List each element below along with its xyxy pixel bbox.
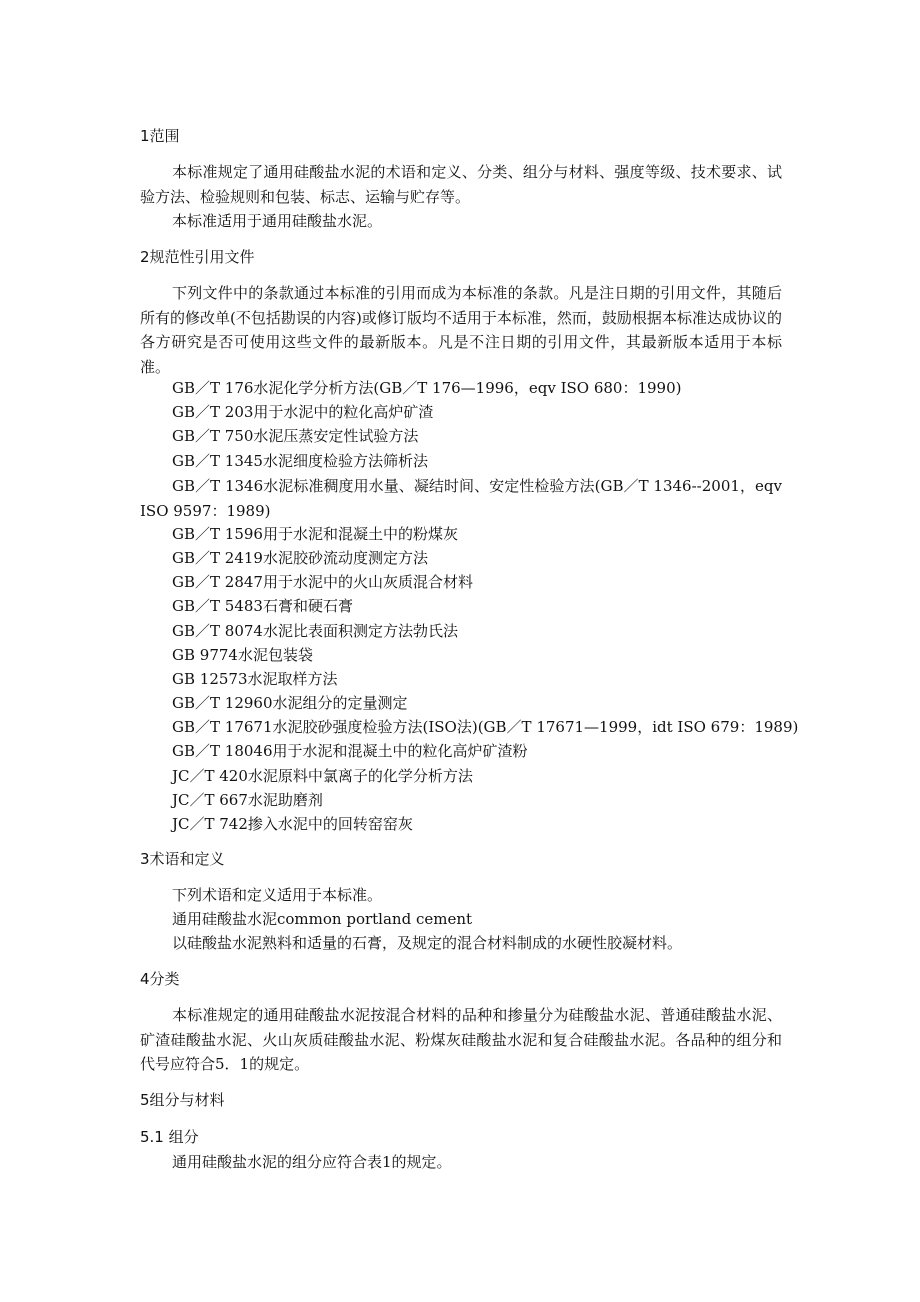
ref-item: JC／T 420水泥原料中氯离子的化学分析方法 (172, 767, 473, 785)
section-2-intro: 下列文件中的条款通过本标准的引用而成为本标准的条款。凡是注日期的引用文件，其随后所有的修改单(不包括勘误的内容)或修订版均不适用于本标准，然而，鼓励根据本标准达成协议的各方研究是否可使用这些文件的最新版本。凡是不注日期的引用文件，其最新版本适用于本标准。 (140, 284, 782, 376)
section-3-definition: 以硅酸盐水泥熟料和适量的石膏，及规定的混合材料制成的水硬性胶凝材料。 (172, 934, 683, 952)
ref-item: GB／T 8074水泥比表面积测定方法勃氏法 (172, 622, 458, 640)
ref-item: GB／T 176水泥化学分析方法(GB／T 176—1996，eqv ISO 680：1990) (172, 379, 682, 397)
section-3-line-1: 下列术语和定义适用于本标准。 (172, 886, 383, 904)
section-5-1-heading: 5.1 组分 (140, 1128, 199, 1146)
ref-item: GB 12573水泥取样方法 (172, 670, 338, 688)
ref-item: GB／T 203用于水泥中的粒化高炉矿渣 (172, 403, 434, 421)
ref-item: GB 9774水泥包装袋 (172, 646, 313, 664)
ref-item: GB／T 1596用于水泥和混凝土中的粉煤灰 (172, 525, 458, 543)
ref-item: GB／T 2847用于水泥中的火山灰质混合材料 (172, 573, 473, 591)
section-1-paragraph: 本标准规定了通用硅酸盐水泥的术语和定义、分类、组分与材料、强度等级、技术要求、试验方法、检验规则和包装、标志、运输与贮存等。 (140, 163, 782, 206)
ref-item: GB／T 750水泥压蒸安定性试验方法 (172, 427, 419, 445)
ref-item: JC／T 742掺入水泥中的回转窑窑灰 (172, 815, 413, 833)
section-2-heading: 2规范性引用文件 (140, 248, 255, 266)
ref-item: GB／T 5483石膏和硬石膏 (172, 597, 353, 615)
section-5-heading: 5组分与材料 (140, 1091, 225, 1109)
ref-item: GB／T 1346水泥标准稠度用水量、凝结时间、安定性检验方法(GB／T 1346--2001，eqv ISO 9597：1989) (140, 477, 782, 520)
ref-item: GB／T 1345水泥细度检验方法筛析法 (172, 452, 428, 470)
section-1-heading: 1范围 (140, 127, 180, 145)
ref-item: JC／T 667水泥助磨剂 (172, 791, 323, 809)
ref-item: GB／T 17671水泥胶砂强度检验方法(ISO法)(GB／T 17671—1999，idt ISO 679：1989) (172, 718, 799, 736)
ref-item: GB／T 12960水泥组分的定量测定 (172, 694, 408, 712)
section-4-paragraph: 本标准规定的通用硅酸盐水泥按混合材料的品种和掺量分为硅酸盐水泥、普通硅酸盐水泥、矿渣硅酸盐水泥、火山灰质硅酸盐水泥、粉煤灰硅酸盐水泥和复合硅酸盐水泥。各品种的组分和代号应符合5．1的规定。 (140, 1006, 782, 1073)
section-5-1-line: 通用硅酸盐水泥的组分应符合表1的规定。 (172, 1153, 452, 1171)
section-3-term: 通用硅酸盐水泥common portland cement (172, 910, 473, 928)
section-1-applicability: 本标准适用于通用硅酸盐水泥。 (172, 212, 383, 230)
section-4-heading: 4分类 (140, 970, 180, 988)
section-3-heading: 3术语和定义 (140, 850, 225, 868)
ref-item: GB／T 18046用于水泥和混凝土中的粒化高炉矿渣粉 (172, 742, 528, 760)
ref-item: GB／T 2419水泥胶砂流动度测定方法 (172, 549, 428, 567)
